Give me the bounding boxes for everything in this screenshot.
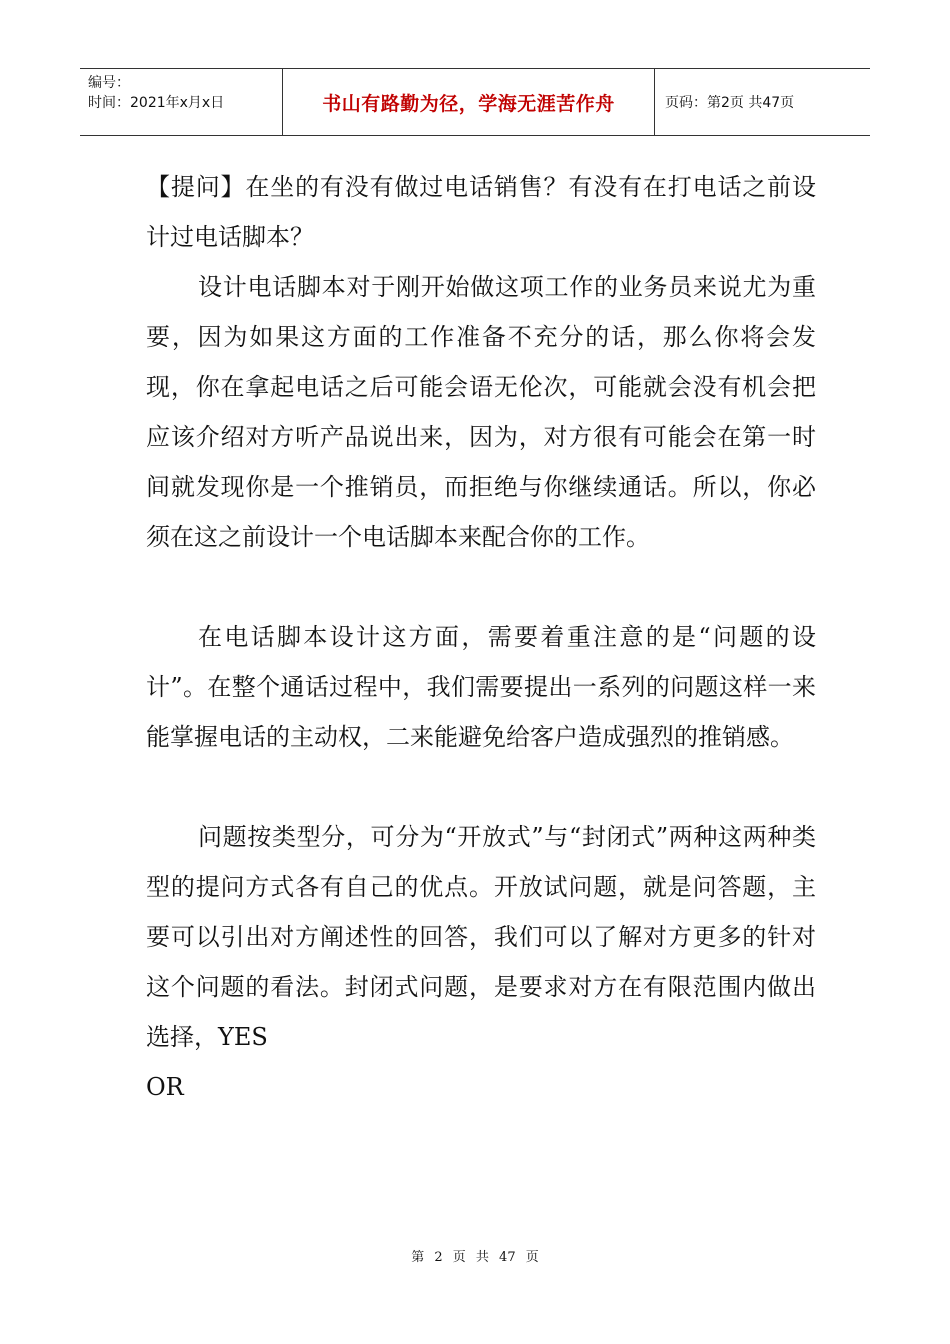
time-label: 时间：2021年x月x日 <box>88 95 225 111</box>
header-slogan: 书山有路勤为径，学海无涯苦作舟 <box>283 69 655 135</box>
question-design-paragraph: 在电话脚本设计这方面，需要着重注意的是“问题的设计”。在整个通话过程中，我们需要提出一系列的问题这样一来能掌握电话的主动权，二来能避免给客户造成强烈的推销感。 <box>146 623 816 751</box>
number-label: 编号： <box>88 75 130 91</box>
document-body <box>146 162 816 1112</box>
question-types-paragraph: 问题按类型分，可分为“开放式”与“封闭式”两种这两种类型的提问方式各有自己的优点。开放试问题，就是问答题，主要可以引出对方阐述性的回答，我们可以了解对方更多的针对这个问题的看法。封闭式问题，是要求对方在有限范围内做出选择，YES <box>146 823 816 1051</box>
script-importance-paragraph: 设计电话脚本对于刚开始做这项工作的业务员来说尤为重要，因为如果这方面的工作准备不充分的话，那么你将会发现，你在拿起电话之后可能会语无伦次，可能就会没有机会把应该介绍对方听产品说出来，因为，对方很有可能会在第一时间就发现你是一个推销员，而拒绝与你继续通话。所以，你必须在这之前设计一个电话脚本来配合你的工作。 <box>146 273 816 551</box>
header-page-info: 页码：第2页 共47页 <box>665 95 795 111</box>
document-header <box>80 68 870 136</box>
header-meta <box>80 69 283 135</box>
question-paragraph: 【提问】在坐的有没有做过电话销售？有没有在打电话之前设计过电话脚本？ <box>146 173 816 251</box>
continuation-line: OR <box>146 1073 184 1101</box>
paragraph-gap <box>146 562 816 612</box>
paragraph-gap <box>146 762 816 812</box>
page-footer: 第 2 页 共 47 页 <box>411 1250 539 1265</box>
